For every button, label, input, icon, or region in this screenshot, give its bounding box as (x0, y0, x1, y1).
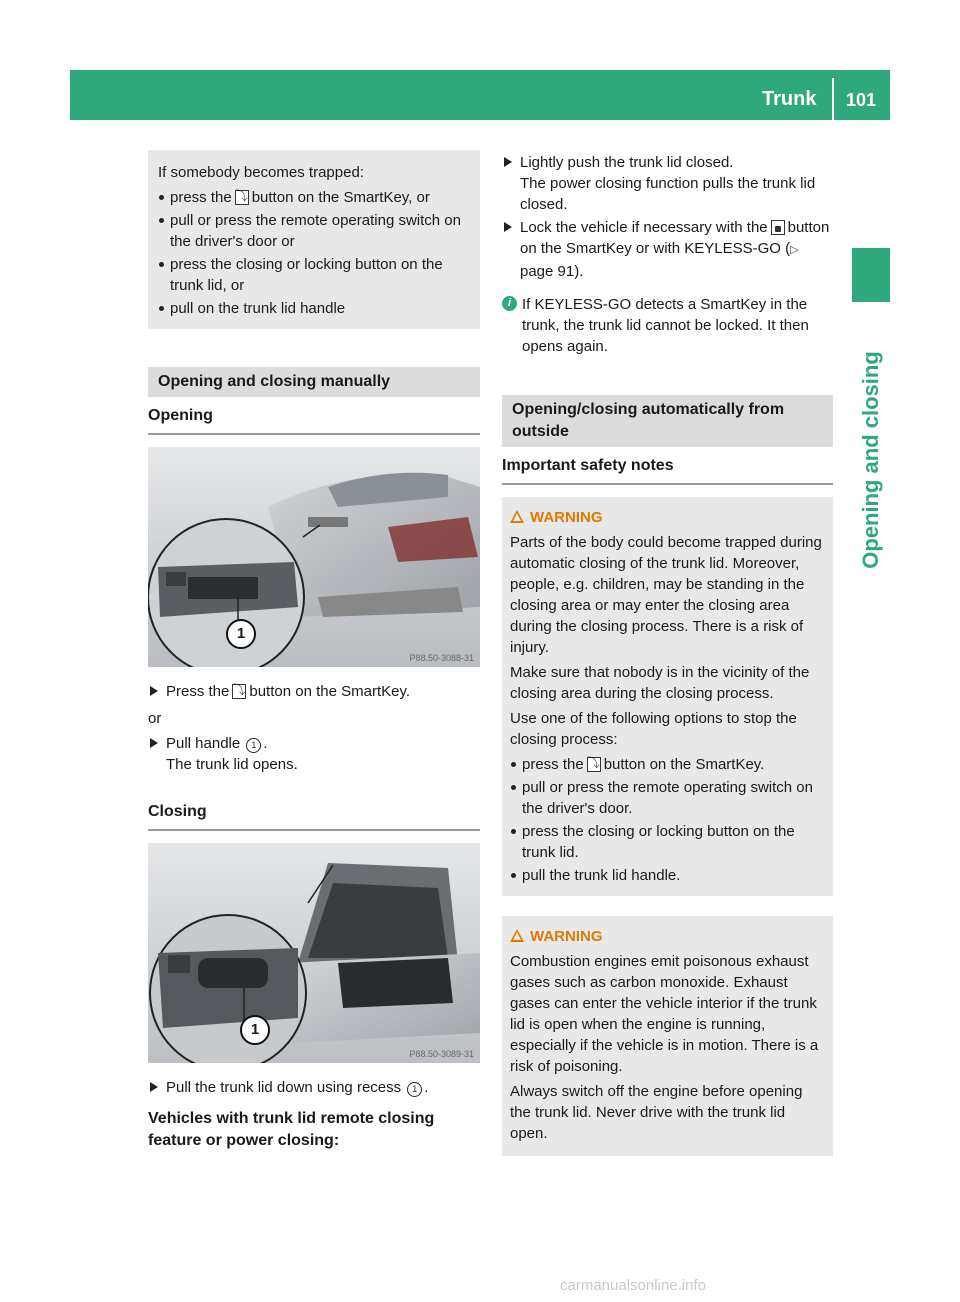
info-icon: i (502, 296, 517, 311)
warning1-p3: Use one of the following options to stop the closing process: (510, 710, 797, 748)
page-ref-arrow-icon: ▷ (790, 244, 799, 256)
subheading-closing: Closing (148, 801, 480, 831)
photo-trunk-closing (148, 843, 480, 1063)
trunk-button-icon (235, 190, 249, 205)
footer-watermark: carmanualsonline.info (560, 1277, 706, 1294)
trapped-bullet-1 (158, 187, 472, 208)
page-section-title: Trunk (762, 88, 817, 110)
subheading-safety: Important safety notes (502, 455, 833, 485)
warning1-p2: Make sure that nobody is in the vicinity of the closing area during the closing process. (510, 664, 810, 702)
warning1-p1: Parts of the body could become trapped during automatic closing of the trunk lid. Moreover, people, e.g. children, may be standing in the closing area or may enter the closing area during the closing process. There is a risk of injury. (510, 534, 822, 656)
chapter-tab (852, 248, 890, 302)
chapter-label: Opening and closing (858, 351, 883, 569)
trunk-button-icon (587, 757, 601, 772)
trapped-bullet-4: pull on the trunk lid handle (158, 298, 472, 319)
warning-title-2: WARNING (510, 926, 825, 947)
warning1-bullet-4: pull the trunk lid handle. (510, 865, 825, 886)
photo-id-2: P88.50-3089-31 (409, 1049, 474, 1059)
step-text: . (424, 1079, 429, 1096)
trunk-opening-illustration (148, 447, 480, 667)
trunk-closing-illustration (148, 843, 480, 1063)
step-pull-handle (148, 733, 480, 775)
step-push-closed (502, 152, 833, 215)
lock-button-icon (771, 220, 785, 235)
trapped-intro: If somebody becomes trapped: (158, 164, 364, 181)
warning-title-1: WARNING (510, 507, 825, 528)
warning-box-exhaust (502, 916, 833, 1156)
header-divider (832, 78, 834, 120)
info-text: If KEYLESS-GO detects a SmartKey in the trunk, the trunk lid cannot be locked. It then opens again. (522, 296, 809, 355)
step-text: Pull the trunk lid down using recess (166, 1079, 402, 1096)
right-column (502, 150, 833, 1156)
page-number: 101 (846, 90, 877, 110)
bullet-text: press the (522, 756, 584, 773)
step-text: Lock the vehicle if necessary with the (520, 219, 768, 236)
trapped-bullet-3: press the closing or locking button on the trunk lid, or (158, 254, 472, 296)
step-text: Lightly push the trunk lid closed. (520, 154, 734, 171)
trapped-bullet-2: pull or press the remote operating switch on the driver's door or (158, 210, 472, 252)
warning1-bullet-3: press the closing or locking button on the trunk lid. (510, 821, 825, 863)
warning2-p1: Combustion engines emit poisonous exhaust gases such as carbon monoxide. Exhaust gases can enter the vehicle interior if the trunk lid is open when the engine is running, especially if the vehicle is in motion. There is a risk of poisoning. (510, 953, 819, 1075)
or-text: or (148, 710, 162, 727)
left-column (148, 150, 480, 1152)
warning1-bullet-1 (510, 754, 825, 775)
info-note (502, 294, 833, 357)
step-lock-vehicle (502, 217, 833, 282)
vehicles-heading: Vehicles with trunk lid remote closing feature or power closing: (148, 1110, 435, 1149)
step-press-button (148, 681, 480, 702)
photo-id-1: P88.50-3088-31 (409, 653, 474, 663)
step-text: . (263, 735, 268, 752)
warning1-bullet-2: pull or press the remote operating switch on the driver's door. (510, 777, 825, 819)
page-ref-link[interactable]: page 91). (520, 263, 584, 280)
step-text: Pull handle (166, 735, 241, 752)
trunk-button-icon (232, 684, 246, 699)
step-text: button on the SmartKey. (249, 683, 411, 700)
step-pull-recess (148, 1077, 480, 1098)
callout-recess-1: 1 (240, 1015, 270, 1045)
callout-ref-icon: 1 (246, 738, 261, 753)
step-result: The trunk lid opens. (166, 756, 298, 773)
callout-ref-icon: 1 (407, 1082, 422, 1097)
subheading-opening: Opening (148, 405, 480, 435)
bullet-text: button on the SmartKey. (603, 756, 765, 773)
bullet-text: button on the SmartKey, or (251, 189, 430, 206)
callout-handle-1: 1 (226, 619, 256, 649)
trapped-info-box (148, 150, 480, 329)
step-text: button on the SmartKey or with KEYLESS-GO ( (520, 219, 830, 257)
section-heading-manual: Opening and closing manually (148, 367, 480, 397)
photo-trunk-opening (148, 447, 480, 667)
bullet-text: press the (170, 189, 232, 206)
step-result: The power closing function pulls the trunk lid closed. (520, 175, 816, 213)
step-text: Press the (166, 683, 230, 700)
warning-box-trapping (502, 497, 833, 896)
warning2-p2: Always switch off the engine before opening the trunk lid. Never drive with the trunk lid open. (510, 1083, 803, 1142)
section-heading-automatic: Opening/closing automatically from outside (502, 395, 833, 447)
